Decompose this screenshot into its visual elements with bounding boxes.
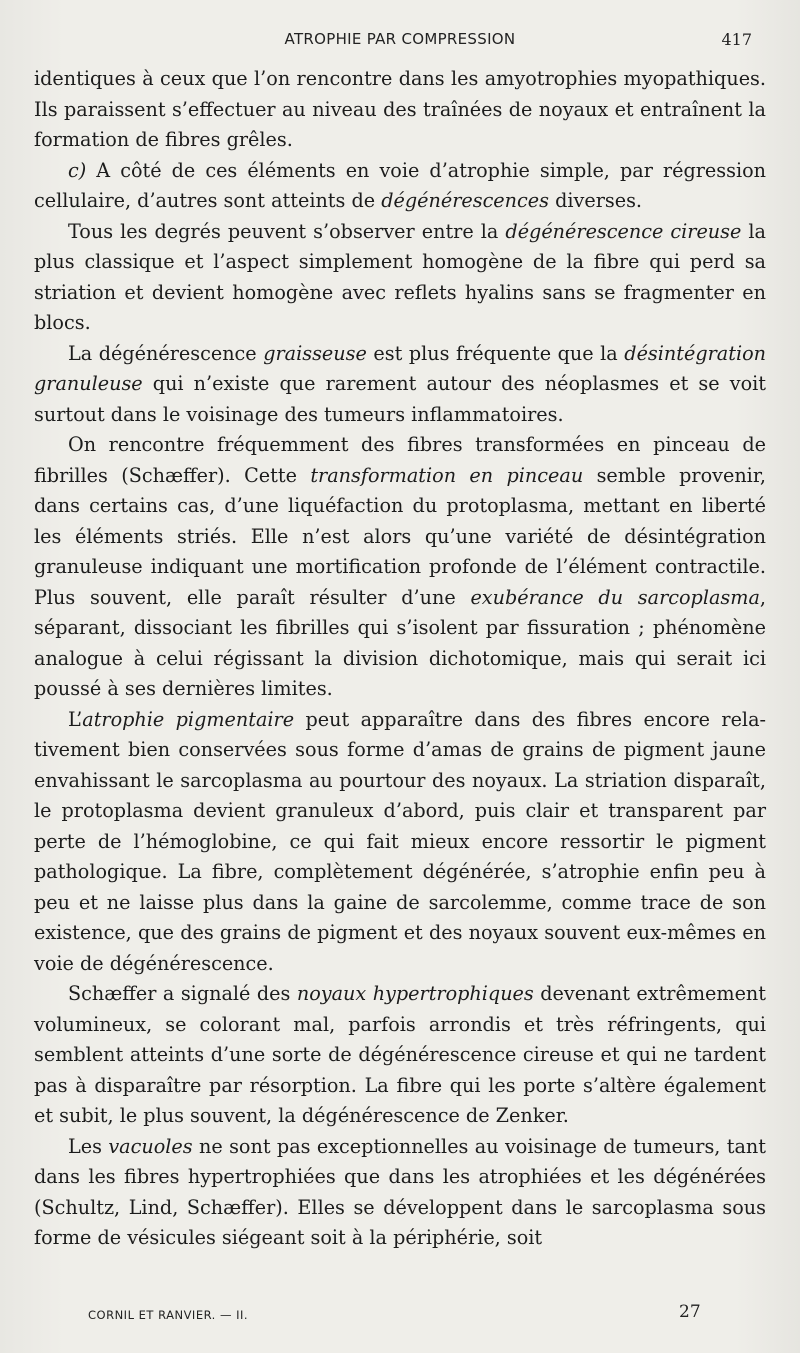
text-run: Tous les degrés peuvent s’observer entre la: [68, 219, 506, 243]
text-run: ne sont pas exceptionnelles au voisinage de tumeurs, tant dans les fibres hypertrophiées que dans les atrophiées et les dégénérées (Schultz, Lind, Schæffer). Elles se développent dans le sarcoplasma sous forme de vésicules siégeant soit à la périphérie, soit: [34, 1134, 766, 1249]
page-number: 417: [721, 30, 752, 49]
paragraph: [34, 430, 766, 705]
italic-term: dégénérescences: [381, 189, 549, 212]
text-run: , séparant, dissociant les fibrilles qui s’isolent par fissuration ; phénomène analogue à celui régissant la division dichotomique, mais qui serait ici poussé à ses dernières limites.: [34, 585, 766, 700]
running-title: ATROPHIE PAR COMPRESSION: [284, 30, 516, 48]
text-run: Schæffer a signalé des: [68, 982, 297, 1005]
paragraph: [34, 339, 766, 431]
text-run: devenant extrêmement volumineux, se colorant mal, parfois arrondis et très réfringents, qui semblent atteints d’une sorte de dégénérescence cireuse et qui ne tardent pas à disparaître par résorption. La fibre qui les porte s’altère également et subit, le plus souvent, la dégénérescence de Zenker.: [34, 982, 767, 1127]
italic-term: c): [68, 158, 87, 182]
paragraph: [34, 1132, 766, 1254]
paragraph: [34, 217, 766, 339]
text-run: la plus classique et l’aspect simplement homogène de la fibre qui perd sa striation et devient homogène avec reflets hyalins sans se fragmenter en blocs.: [34, 219, 766, 334]
text-run: qui n’existe que rarement autour des néoplasmes et se voit surtout dans le voisinage des tumeurs inflammatoires.: [34, 372, 766, 426]
italic-term: transformation en pinceau: [310, 463, 584, 487]
sheet-number: 27: [679, 1302, 701, 1322]
paragraph: [34, 64, 766, 156]
text-run: L’: [68, 707, 83, 731]
text-run: Les: [68, 1134, 109, 1158]
text-run: diverses.: [548, 189, 643, 212]
italic-term: noyaux hypertrophiques: [296, 982, 534, 1005]
italic-term: désintégration granuleuse: [34, 341, 766, 395]
body-text: [34, 64, 766, 1254]
text-run: semble provenir, dans certains cas, d’une liquéfaction du protoplasma, mettant en liberté les éléments striés. Elle n’est alors qu’une variété de désintégration granuleuse indiquant une mortification profonde de l’élément contractile. Plus souvent, elle paraît résulter d’une: [34, 463, 766, 609]
italic-term: dégénérescence cireuse: [505, 219, 742, 243]
page-header: [0, 30, 800, 58]
page-footer: [0, 1296, 800, 1326]
text-run: A côté de ces éléments en voie d’atrophie simple, par régression cellulaire, d’autres sont atteints de: [34, 158, 766, 212]
italic-term: atrophie pigmentaire: [82, 707, 295, 731]
text-run: La dégénérescence: [68, 341, 264, 365]
text-run: peut apparaître dans des fibres encore relativement bien conservées sous forme d’amas de grains de pigment jaune envahissant le sarcoplasma au pourtour des noyaux. La striation disparaît, le protoplasma devient granuleux d’abord, puis clair et transparent par perte de l’hémoglobine, ce qui fait mieux encore ressortir le pigment pathologique. La fibre, complètement dégénérée, s’atrophie enfin peu à peu et ne laisse plus dans la gaine de sarcolemme, comme trace de son existence, que des grains de pigment et des noyaux souvent eux-mêmes en voie de dégénérescence.: [34, 707, 766, 975]
text-run: est plus fréquente que la: [366, 341, 625, 365]
printer-signature: CORNIL ET RANVIER. — II.: [88, 1308, 249, 1322]
text-run: identiques à ceux que l’on rencontre dans les amyotrophies myopathiques. Ils paraissent s’effectuer au niveau des traînées de noyaux et entraînent la formation de fibres grêles.: [34, 67, 766, 151]
text-run: On rencontre fréquemment des fibres transformées en pinceau de fibrilles (Schæffer). Cette: [34, 433, 766, 487]
italic-term: graisseuse: [263, 341, 367, 365]
italic-term: vacuoles: [108, 1134, 193, 1158]
paragraph: [34, 156, 766, 217]
italic-term: exubérance du sarcoplasma: [470, 585, 760, 609]
paragraph: [34, 705, 766, 980]
paragraph: [34, 979, 766, 1132]
